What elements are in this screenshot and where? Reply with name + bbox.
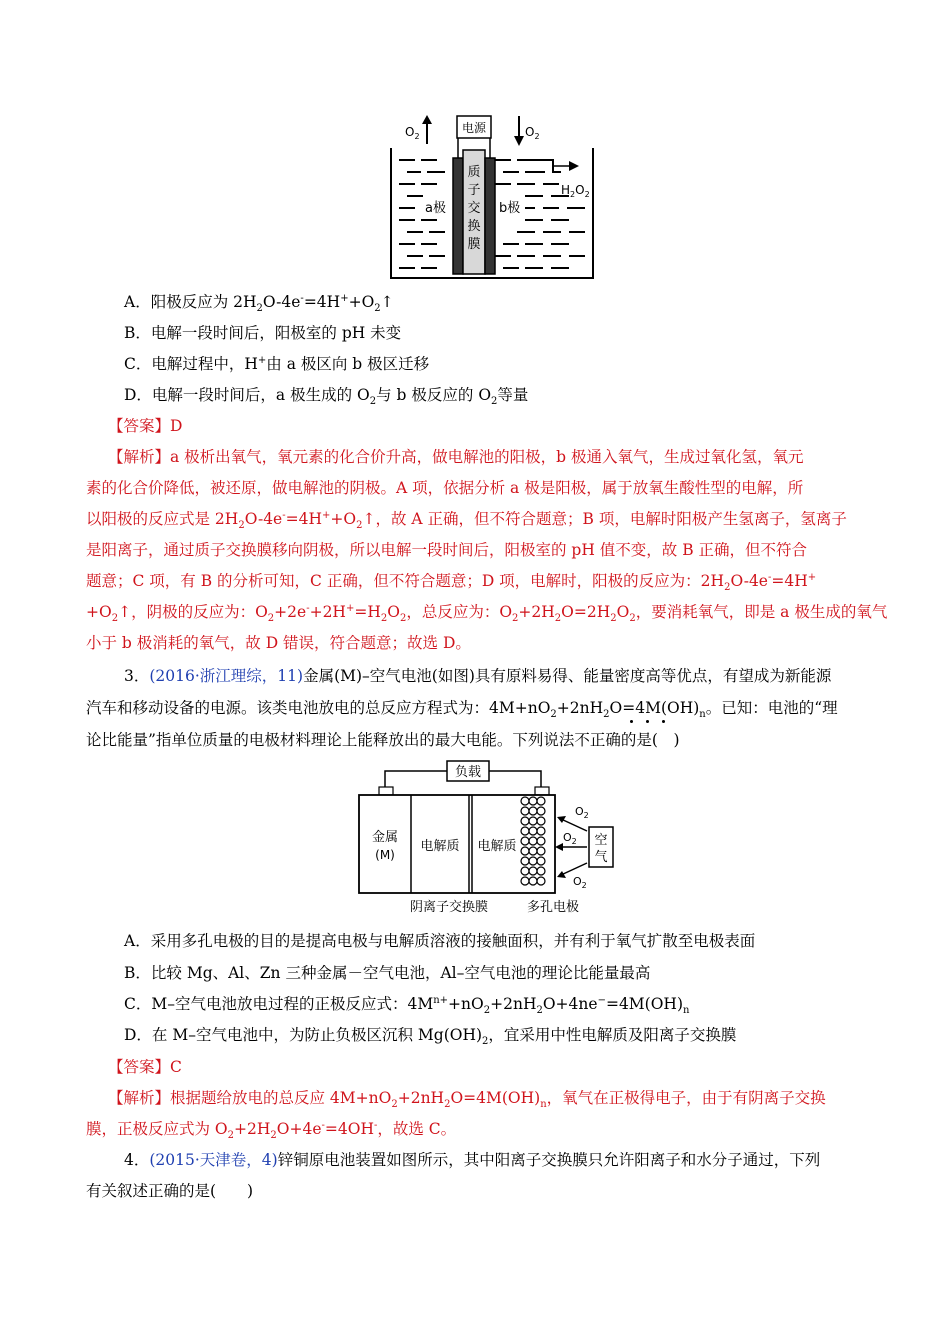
electrolyte-label-right: 电解质 (477, 839, 517, 854)
q2-analysis-line: 素的化合价降低，被还原，做电解池的阴极。A 项，依据分析 a 极是阳极，属于放氧生酸性型的电解，所 (86, 479, 804, 497)
membrane-char: 质 (467, 165, 481, 180)
q2-analysis-line: 小于 b 极消耗的氧气，故 D 错误，符合题意；故选 D。 (86, 634, 471, 652)
air-char: 气 (594, 850, 608, 865)
q3-option-b: B．比较 Mg、Al、Zn 三种金属－空气电池，Al–空气电池的理论比能量最高 (124, 964, 651, 982)
svg-text:H2O2: $H_2O_2$ (561, 183, 590, 199)
q3-stem-line: 3．(2016·浙江理综，11)金属(M)–空气电池(如图)具有原料易得、能量密度高等优点，有望成为新能源 (124, 667, 832, 685)
q2-option-d: D．电解一段时间后，a 极生成的 $O_2$与 b 极反应的 $O_2$等量 (124, 386, 529, 408)
metal-m-label: (M) (375, 848, 395, 862)
air-char: 空 (594, 833, 608, 848)
q3-option-d: D．在 M–空气电池中，为防止负极区沉积 $Mg(OH)_2$，宜采用中性电解质及阳离子交换膜 (124, 1026, 737, 1048)
q2-answer: 【答案】D (108, 417, 183, 435)
load-label: 负载 (454, 765, 482, 780)
electrolyte-label-left: 电解质 (420, 839, 460, 854)
q2-option-c: C．电解过程中，H+由 a 极区向 b 极区迁移 (124, 354, 430, 373)
q3-option-c: C．M–空气电池放电过程的正极反应式：$4M^{n+}+nO_2+2nH_2O+4ne^-=4M(OH)_n$ (124, 994, 690, 1017)
metal-label: 金属 (371, 830, 399, 845)
q3-option-a: A．采用多孔电极的目的是提高电极与电解质溶液的接触面积，并有利于氧气扩散至电极表面 (124, 932, 756, 950)
electrode-b (485, 158, 495, 274)
emphasis-dot (630, 720, 633, 723)
electrolysis-cell-figure (385, 110, 615, 282)
svg-text:O2: $O_2$ (525, 125, 540, 141)
membrane-char: 子 (467, 183, 481, 198)
b-pole-label: b极 (499, 201, 521, 216)
q4-stem-line: 有关叙述正确的是( ) (86, 1182, 254, 1200)
q3-answer: 【答案】C (108, 1058, 182, 1076)
power-supply-label: 电源 (461, 121, 487, 135)
svg-text:O2: $O_2$ (573, 875, 587, 890)
electrode-a (453, 158, 463, 274)
q4-source: (2015·天津卷，4) (149, 1151, 278, 1169)
membrane-char: 交 (467, 201, 481, 216)
svg-text:O2: $O_2$ (575, 805, 589, 820)
q2-analysis-line: 是阳离子，通过质子交换膜移向阴极，所以电解一段时间后，阳极室的 pH 值不变，故 B 正确，但不符合 (86, 541, 808, 559)
q2-option-b: B．电解一段时间后，阳极室的 pH 未变 (124, 324, 402, 342)
membrane-char: 换 (467, 219, 481, 234)
q2-analysis-line: 题意；C 项，有 B 的分析可知，C 正确，但不符合题意；D 项，电解时，阳极的反应为：$2H_2O-4e^-=4H^+$ (86, 571, 817, 594)
q2-option-a: A．阳极反应为 $2H_2O-4e^-=4H^++O_2↑$ (124, 292, 394, 315)
q4-stem-line: 4．(2015·天津卷，4)锌铜原电池装置如图所示，其中阳离子交换膜只允许阳离子和水分子通过，下列 (124, 1151, 821, 1169)
q3-stem-line: 论比能量”指单位质量的电极材料理论上能释放出的最大电能。下列说法不正确的是( ) (86, 731, 680, 749)
a-pole-label: a极 (425, 201, 446, 216)
emphasis-dot (662, 720, 665, 723)
q2-analysis-line: 【解析】a 极析出氧气，氧元素的化合价升高，做电解池的阳极，b 极通入氧气，生成过氧化氢，氧元 (108, 448, 804, 466)
q3-analysis-line: 膜，正极反应式为 $O_2+2H_2O+4e^-=4OH^-$，故选 C。 (86, 1119, 457, 1142)
q2-analysis-line: $+O_2↑$，阴极的反应为：$O_2+2e^-+2H^+=H_2O_2$，总反应为：$O_2+2H_2O=2H_2O_2$，要消耗氧气，即是 a 极生成的氧气 (86, 602, 888, 625)
metal-air-battery-figure (355, 757, 617, 919)
q3-analysis-line: 【解析】根据题给放电的总反应 $4M+nO_2+2nH_2O=4M(OH)_n$，氧气在正极得电子，由于有阴离子交换 (108, 1089, 826, 1111)
q2-analysis-line: 以阳极的反应式是 $2H_2O-4e^-=4H^++O_2↑$，故 A 正确，但不符合题意；B 项，电解时阳极产生氢离子，氢离子 (86, 509, 847, 532)
svg-text:O2: $O_2$ (563, 831, 577, 846)
q3-source: (2016·浙江理综，11) (149, 667, 304, 685)
membrane-char: 膜 (467, 237, 481, 252)
anion-membrane-label: 阴离子交换膜 (409, 900, 489, 915)
svg-text:O2: $O_2$ (405, 125, 420, 141)
q3-stem-line: 汽车和移动设备的电源。该类电池放电的总反应方程式为：$4M+nO_2+2nH_2O=4M(OH)_n$。已知：电池的“理 (86, 699, 838, 721)
emphasis-dot (646, 720, 649, 723)
porous-electrode-label: 多孔电极 (526, 900, 580, 915)
